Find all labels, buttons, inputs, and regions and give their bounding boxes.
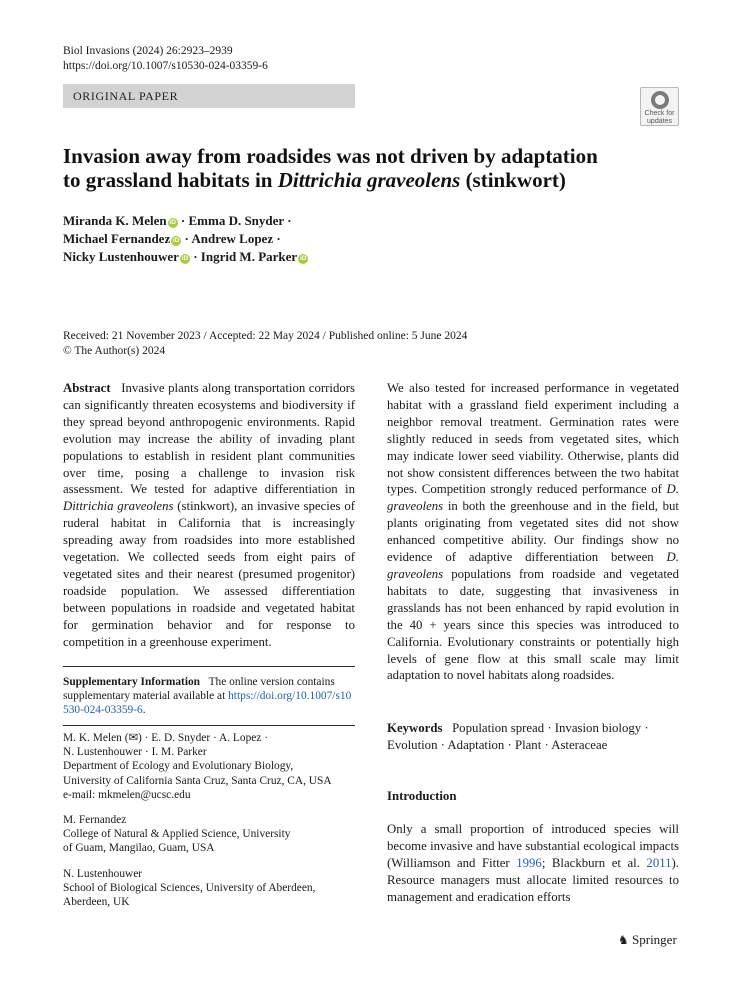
abstract-text: We also tested for increased performance in vegetated habitat with a grassland field experiment including a neighbor removal treatment. Germination rates were slightly reduced in seeds from vegetated sites, which may indicate lower seed viability. Otherwise, plants did not show consistent differences between the two habitat types. Competition strongly reduced performance of <box>387 381 679 497</box>
intro-text: Only a small proportion of introduced species will become invasive and have substantial ecological impacts (Williamson and Fitter <box>387 822 679 870</box>
author-separator: · <box>177 213 189 228</box>
check-updates-line2: updates <box>647 118 672 125</box>
abstract-heading: Abstract <box>63 381 111 395</box>
abstract-text-cont: (stinkwort), an invasive species of ruderal habitat in California that is increasingly spreading away from roadsides into more established vegetation. We collected seeds from eight pairs of vegetated sites and their nearest (presumed progenitor) roadside population. We assessed differentiation between populations in roadside and vegetated habitat for germination behavior and for response to competition in a greenhouse experiment. <box>63 499 355 649</box>
orcid-icon[interactable]: iD <box>169 219 176 226</box>
supplementary-end: . <box>142 704 146 717</box>
orcid-icon[interactable]: iD <box>299 255 307 262</box>
author-separator: · <box>273 231 281 246</box>
affiliation-line: School of Biological Sciences, University of Aberdeen, <box>63 882 316 895</box>
divider <box>63 666 355 667</box>
check-for-updates-button[interactable] <box>640 87 679 126</box>
author-name[interactable]: Emma D. Snyder <box>188 213 284 228</box>
author-line-1 <box>63 212 483 230</box>
abstract-left <box>63 380 355 651</box>
introduction-heading <box>387 788 679 805</box>
journal-citation: Biol Invasions (2024) 26:2923–2939 <box>63 45 233 57</box>
check-updates-line1: Check for <box>644 110 675 117</box>
keywords-line-1 <box>387 720 679 737</box>
author-list <box>63 212 483 266</box>
title-line-2 <box>63 168 663 192</box>
affiliation-names: M. K. Melen (✉) · E. D. Snyder · A. Lopez · <box>63 732 269 744</box>
orcid-icon[interactable]: iD <box>172 237 180 244</box>
keywords <box>387 720 679 754</box>
supplementary-link[interactable]: https://doi.org/10.1007/s10530-024-03359-6 <box>63 690 352 717</box>
title-prefix: to grassland habitats in <box>63 168 278 192</box>
abstract-species: Dittrichia graveolens <box>63 499 174 514</box>
springer-logo <box>618 933 677 947</box>
citation-link[interactable]: 2011 <box>646 855 672 870</box>
abstract-right <box>387 380 679 684</box>
title-line-1: Invasion away from roadsides was not driven by adaptation <box>63 144 598 168</box>
supplementary-heading: Supplementary Information <box>63 676 201 688</box>
affiliation-2 <box>63 813 355 856</box>
affiliation-1 <box>63 731 355 802</box>
supplementary-text: The online version contains supplementary material available at <box>63 676 335 703</box>
author-separator: · <box>283 213 292 228</box>
affiliation-names: N. Lustenhouwer · I. M. Parker <box>63 746 207 759</box>
author-line-2 <box>63 230 483 248</box>
abstract-text: populations from roadside and vegetated habitats to date, suggesting that invasiveness in grasslands has not been enhanced by rapid evolution in the 40 + years since this species was introduced to California. Evolutionary constraints or potentially high levels of gene flow at this small scale may limit adaptation to novel habitats along roadsides. <box>387 566 679 683</box>
doi-link[interactable]: https://doi.org/10.1007/s10530-024-03359-6 <box>63 60 268 72</box>
email-link[interactable]: e-mail: mkmelen@ucsc.edu <box>63 788 191 801</box>
affiliation-names: M. Fernandez <box>63 814 127 826</box>
divider <box>63 725 355 726</box>
author-name[interactable]: Andrew Lopez <box>191 231 274 246</box>
author-name[interactable]: Miranda K. Melen <box>63 213 167 228</box>
paper-title <box>63 144 663 192</box>
keywords-line-2: Evolution · Adaptation · Plant · Asteraceae <box>387 737 608 752</box>
paper-type-label: ORIGINAL PAPER <box>63 84 355 108</box>
intro-text: ). Resource managers must allocate limited resources to management and eradication efforts <box>387 855 680 904</box>
title-suffix: (stinkwort) <box>460 168 566 192</box>
dates-line: Received: 21 November 2023 / Accepted: 22 May 2024 / Published online: 5 June 2024 <box>63 330 468 342</box>
section-heading: Introduction <box>387 789 457 803</box>
intro-text: ; Blackburn et al. <box>541 855 647 870</box>
publisher-name: Springer <box>632 932 677 947</box>
publication-dates <box>63 329 467 359</box>
springer-horse-icon: ♞ <box>618 933 629 947</box>
affiliation-line: College of Natural & Applied Science, University <box>63 828 291 841</box>
abstract-text: in both the greenhouse and in the field, but plants originating from vegetated sites did not show enhanced competitive ability. Our findings show no evidence of adaptive differentiation between <box>387 499 679 565</box>
abstract-species: D. graveolens <box>387 482 679 514</box>
author-separator: · <box>181 231 192 246</box>
affiliation-line: Department of Ecology and Evolutionary Biology, <box>63 760 294 773</box>
citation-link[interactable]: 1996 <box>516 855 542 870</box>
supplementary-info <box>63 675 355 718</box>
keywords-heading: Keywords <box>387 721 443 735</box>
author-name[interactable]: Michael Fernandez <box>63 231 171 246</box>
author-separator: · <box>189 249 201 264</box>
abstract-species: D. graveolens <box>387 550 679 581</box>
orcid-icon[interactable]: iD <box>181 255 189 262</box>
affiliation-line: University of California Santa Cruz, Santa Cruz, CA, USA <box>63 774 332 787</box>
affiliation-3 <box>63 867 355 910</box>
copyright-line: © The Author(s) 2024 <box>63 345 166 357</box>
author-line-3 <box>63 248 483 266</box>
check-updates-icon <box>651 91 669 109</box>
title-species: Dittrichia graveolens <box>277 168 461 192</box>
author-name[interactable]: Nicky Lustenhouwer <box>63 249 179 264</box>
abstract-text: Invasive plants along transportation corridors can significantly threaten ecosystems and biodiversity if they spread beyond anthropogenic environments. Rapid evolution may increase the ability of invading plant populations to establish in resident plant communities over time, posing a challenge to invasion risk assessment. We tested for adaptive differentiation in <box>63 381 355 497</box>
keywords-text: Population spread · Invasion biology · <box>452 721 649 735</box>
author-name[interactable]: Ingrid M. Parker <box>200 249 298 264</box>
affiliation-line: Aberdeen, UK <box>63 896 130 909</box>
affiliation-line: of Guam, Mangilao, Guam, USA <box>63 842 215 855</box>
affiliation-names: N. Lustenhouwer <box>63 868 143 880</box>
introduction-body <box>387 821 679 906</box>
